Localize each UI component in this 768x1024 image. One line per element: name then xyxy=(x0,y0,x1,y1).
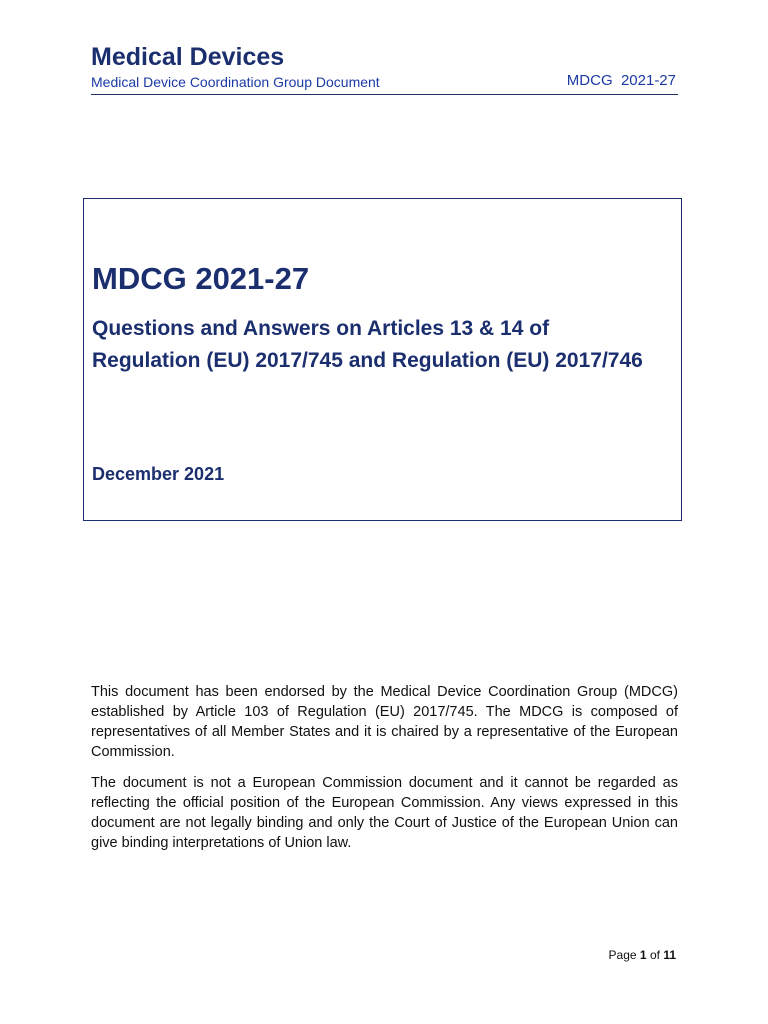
header-subtitle: Medical Device Coordination Group Document xyxy=(91,74,380,90)
page-label: Page xyxy=(608,948,637,962)
page-number xyxy=(609,947,676,963)
current-page: 1 xyxy=(639,948,647,962)
total-pages: 11 xyxy=(663,948,676,962)
header-document-reference: MDCG 2021-27 xyxy=(566,72,676,89)
of-label: of xyxy=(649,948,660,962)
document-title: Questions and Answers on Articles 13 & 14 of Regulation (EU) 2017/745 and Regulation (EU) 2017/746 xyxy=(92,317,643,372)
disclaimer-paragraph: The document is not a European Commission document and it cannot be regarded as reflecting the official position of the European Commission. Any views expressed in this document are not legally binding and only the Court of Justice of the European Union can give binding interpretations of Union law. xyxy=(91,775,678,851)
header-title: Medical Devices xyxy=(91,43,285,71)
endorsement-paragraph: This document has been endorsed by the Medical Device Coordination Group (MDCG) established by Article 103 of Regulation (EU) 2017/745. The MDCG is composed of representatives of all Member States and it is chaired by a representative of the European Commission. xyxy=(91,684,678,760)
title-box xyxy=(83,198,682,521)
document-code: MDCG 2021-27 xyxy=(92,261,310,296)
disclaimer-text xyxy=(91,682,678,864)
page-header xyxy=(91,42,678,95)
document-date: December 2021 xyxy=(92,464,225,484)
